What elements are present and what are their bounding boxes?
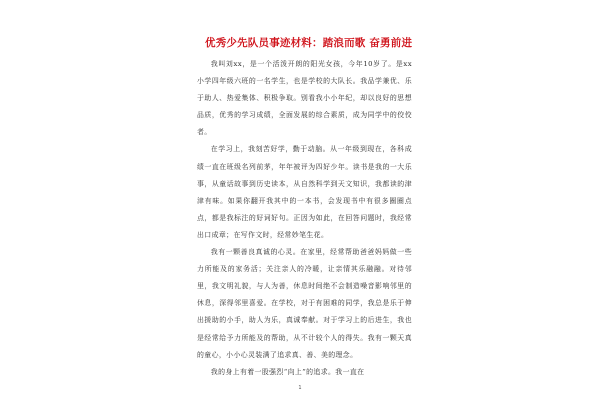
paragraph-study: 在学习上，我刻苦好学，勤于动脑。从一年级到现在，各科成绩一直在班级名列前茅，年年被评为四好少年。读书是我的一大乐事，从童话故事到历史读本，从自然科学到天文知识，我都读的津津有味。如果你翻开我其中的一本书，会发现书中有很多圈圈点点，都是我标注的好词好句。正因为如此，在回答问题时，我经常出口成章；在写作文时，经常妙笔生花。 <box>197 145 412 239</box>
document-body <box>197 56 412 381</box>
page-number: 1 <box>298 385 302 391</box>
document-title: 优秀少先队员事迹材料：踏浪而歌 奋勇前进 <box>205 37 413 49</box>
paragraph-intro: 我叫刘xx，是一个活泼开朗的阳光女孩，今年10岁了。是xx小学四年级六班的一名学生，也是学校的大队长。我品学兼优、乐于助人、热爱集体、积极争取。别看我小小年纪，却以良好的思想品质，优秀的学习成绩，全面发展的综合素质，成为同学中的佼佼者。 <box>197 60 412 137</box>
paragraph-ambition: 我的身上有着一股强烈“向上”的追求。我一直在 <box>210 367 365 376</box>
paragraph-kindness: 我有一颗善良真诚的心灵。在家里，经常帮助爸爸妈妈做一些力所能及的家务活；关注亲人的冷暖，让亲情其乐融融。对待邻里，我文明礼貌，与人为善，休息时间绝不会制造噪音影响邻里的休息，深得邻里喜爱。在学校，对于有困难的同学，我总是乐于伸出援助的小手，助人为乐，真诚奉献。对于学习上的后进生，我也是经常给予力所能及的帮助，从不计较个人的得失。我有一颗天真的童心，小小心灵装满了追求真、善、美的理念。 <box>197 248 412 359</box>
